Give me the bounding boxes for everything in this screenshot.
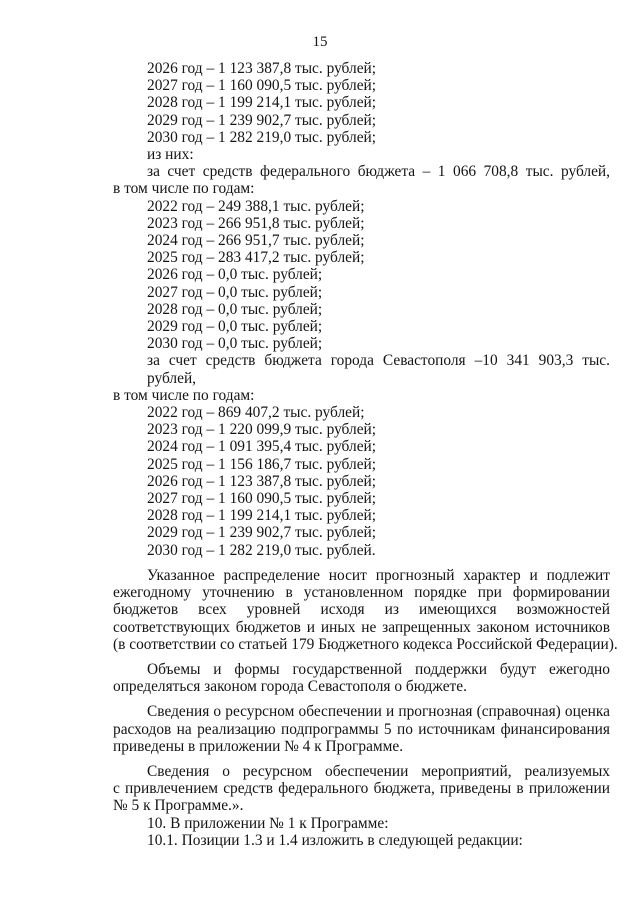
text-line: 10.1. Позиции 1.3 и 1.4 изложить в следующей редакции:: [147, 831, 523, 849]
year-list-total: [113, 60, 610, 163]
text-line: определяться законом города Севастополя о бюджете.: [113, 678, 467, 696]
paragraph-state-support: [113, 661, 610, 695]
text-line: 2026 год – 0,0 тыс. рублей;: [147, 266, 323, 284]
text-line: 2028 год – 0,0 тыс. рублей;: [147, 300, 323, 318]
text-line: 2022 год – 869 407,2 тыс. рублей;: [147, 404, 365, 422]
text-line: 2028 год – 1 199 214,1 тыс. рублей;: [147, 507, 377, 525]
paragraph-resource-estimate: [113, 703, 610, 755]
document-body: [113, 60, 618, 849]
text-line: 2027 год – 0,0 тыс. рублей;: [147, 283, 323, 301]
text-line: 2029 год – 1 239 902,7 тыс. рублей;: [147, 524, 377, 542]
text-line: за счет средств бюджета города Севастополя –10 341 903,3 тыс. рублей,: [147, 352, 610, 387]
text-line: 2027 год – 1 160 090,5 тыс. рублей;: [147, 490, 377, 508]
text-line: 2029 год – 1 239 902,7 тыс. рублей;: [147, 111, 377, 129]
text-line: № 5 к Программе.».: [113, 797, 244, 815]
text-line: ежегодному уточнению в установленном порядке при формировании: [113, 584, 610, 602]
text-line: Сведения о ресурсном обеспечении и прогнозная (справочная) оценка: [147, 703, 610, 721]
text-line: 2026 год – 1 123 387,8 тыс. рублей;: [147, 60, 377, 77]
text-line: 2022 год – 249 388,1 тыс. рублей;: [147, 197, 365, 215]
text-line: 2030 год – 0,0 тыс. рублей;: [147, 335, 323, 353]
text-line: за счет средств федерального бюджета – 1 066 708,8 тыс. рублей,: [147, 163, 610, 181]
text-line: 2030 год – 1 282 219,0 тыс. рублей;: [147, 128, 377, 146]
text-line: 2024 год – 1 091 395,4 тыс. рублей;: [147, 438, 377, 456]
text-line: расходов на реализацию подпрограммы 5 по источникам финансирования: [113, 720, 610, 738]
text-line: 2029 год – 0,0 тыс. рублей;: [147, 318, 323, 336]
federal-budget-intro: [113, 163, 610, 197]
text-line: 2030 год – 1 282 219,0 тыс. рублей.: [147, 541, 376, 559]
text-line: соответствующих бюджетов и иных не запрещенных законом источников: [113, 618, 610, 636]
text-line: 2027 год – 1 160 090,5 тыс. рублей;: [147, 77, 377, 95]
page-number: 15: [312, 34, 328, 50]
paragraph-federal-measures: [113, 763, 610, 815]
text-line: в том числе по годам:: [113, 386, 255, 404]
text-line: Указанное распределение носит прогнозный характер и подлежит: [147, 566, 610, 584]
text-line: Объемы и формы государственной поддержки будут ежегодно: [147, 660, 610, 678]
text-line: 2025 год – 283 417,2 тыс. рублей;: [147, 249, 365, 267]
text-line: в том числе по годам:: [113, 180, 255, 198]
paragraph-distribution-note: [113, 566, 618, 653]
text-line: с привлечением средств федерального бюджета, приведены в приложении: [113, 780, 610, 798]
text-line: Сведения о ресурсном обеспечении мероприятий, реализуемых: [147, 762, 610, 780]
text-line: 2026 год – 1 123 387,8 тыс. рублей;: [147, 472, 377, 490]
text-line: 2024 год – 266 951,7 тыс. рублей;: [147, 232, 365, 250]
text-line: 2028 год – 1 199 214,1 тыс. рублей;: [147, 94, 377, 112]
text-line: (в соответствии со статьей 179 Бюджетного кодекса Российской Федерации).: [113, 635, 618, 653]
year-list-federal: [113, 198, 610, 353]
year-list-city: [113, 404, 610, 559]
text-line: бюджетов всех уровней исходя из имеющихся возможностей: [113, 601, 610, 619]
city-budget-intro: [113, 352, 610, 404]
text-line: из них:: [147, 146, 194, 164]
text-line: 2025 год – 1 156 186,7 тыс. рублей;: [147, 455, 377, 473]
text-line: приведены в приложении № 4 к Программе.: [113, 737, 404, 755]
text-line: 2023 год – 1 220 099,9 тыс. рублей;: [147, 421, 377, 439]
text-line: 2023 год – 266 951,8 тыс. рублей;: [147, 214, 365, 232]
text-line: 10. В приложении № 1 к Программе:: [147, 814, 389, 832]
